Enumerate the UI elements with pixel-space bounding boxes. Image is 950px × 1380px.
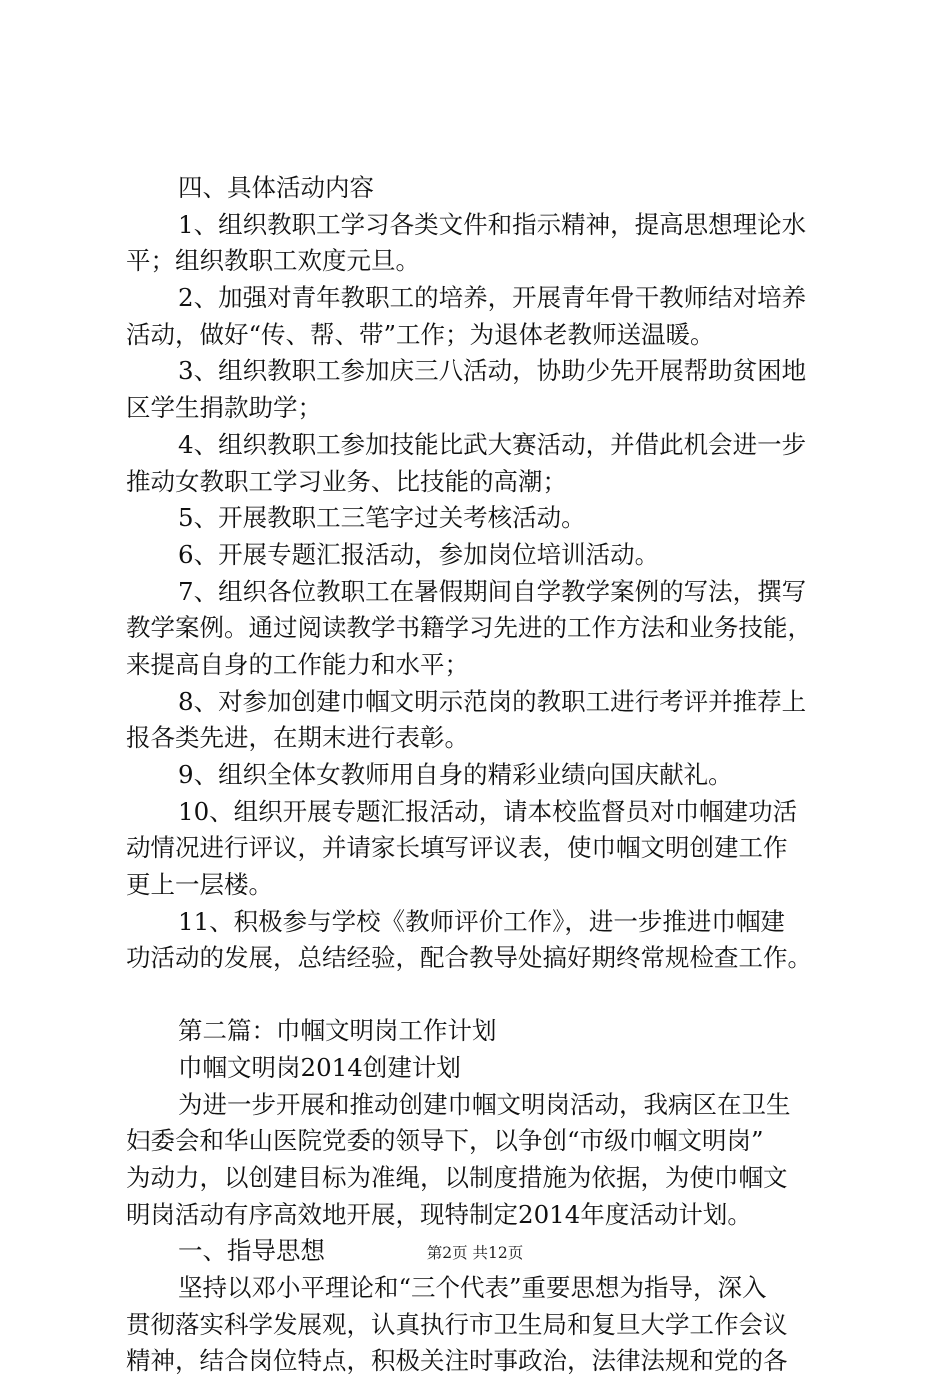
list-item-line: 2、加强对青年教职工的培养，开展青年骨干教师结对培养 <box>178 283 807 313</box>
intro-line: 明岗活动有序高效地开展，现特制定2014年度活动计划。 <box>126 1199 752 1229</box>
section-heading: 一、指导思想 <box>178 1236 325 1266</box>
list-item-line: 5、开展教职工三笔字过关考核活动。 <box>178 503 586 533</box>
list-item-line: 7、组织各位教职工在暑假期间自学教学案例的写法，撰写 <box>178 576 807 606</box>
part-title: 第二篇：巾帼文明岗工作计划 <box>178 1016 497 1046</box>
list-item-line: 活动，做好“传、帮、带”工作；为退体老教师送温暖。 <box>126 319 715 349</box>
list-item-line: 10、组织开展专题汇报活动，请本校监督员对巾帼建功活 <box>178 796 798 826</box>
list-item-line: 来提高自身的工作能力和水平； <box>126 649 469 679</box>
part-subtitle: 巾帼文明岗2014创建计划 <box>178 1052 461 1082</box>
list-item-line: 平；组织教职工欢度元旦。 <box>126 246 420 276</box>
list-item-line: 11、积极参与学校《教师评价工作》，进一步推进巾帼建 <box>178 906 785 936</box>
body-line: 坚持以邓小平理论和“三个代表”重要思想为指导，深入 <box>178 1272 767 1302</box>
list-item-line: 8、对参加创建巾帼文明示范岗的教职工进行考评并推荐上 <box>178 686 807 716</box>
intro-line: 为动力，以创建目标为准绳，以制度措施为依据，为使巾帼文 <box>126 1162 788 1192</box>
document-body <box>126 170 836 1380</box>
list-item-line: 9、组织全体女教师用自身的精彩业绩向国庆献礼。 <box>178 760 733 789</box>
section-heading: 四、具体活动内容 <box>178 173 374 202</box>
list-item-line: 区学生捐款助学； <box>126 393 322 423</box>
list-item-line: 教学案例。通过阅读教学书籍学习先进的工作方法和业务技能， <box>126 613 812 643</box>
list-item-line: 动情况进行评议，并请家长填写评议表，使巾帼文明创建工作 <box>126 833 788 863</box>
body-line: 精神，结合岗位特点，积极关注时事政治，法律法规和党的各 <box>126 1346 788 1376</box>
list-item-line: 功活动的发展，总结经验，配合教导处搞好期终常规检查工作。 <box>126 943 812 973</box>
list-item-line: 报各类先进，在期末进行表彰。 <box>126 723 469 753</box>
intro-line: 为进一步开展和推动创建巾帼文明岗活动，我病区在卫生 <box>178 1089 791 1119</box>
list-item-line: 3、组织教职工参加庆三八活动，协助少先开展帮助贫困地 <box>178 356 807 386</box>
list-item-line: 4、组织教职工参加技能比武大赛活动，并借此机会进一步 <box>178 429 807 459</box>
list-item-line: 推动女教职工学习业务、比技能的高潮； <box>126 466 567 496</box>
page-footer: 第2页 共12页 <box>426 1244 524 1262</box>
list-item-line: 更上一层楼。 <box>126 870 273 900</box>
list-item-line: 1、组织教职工学习各类文件和指示精神，提高思想理论水 <box>178 209 807 239</box>
paragraph-gap <box>126 977 836 1013</box>
intro-line: 妇委会和华山医院党委的领导下，以争创“市级巾帼文明岗” <box>126 1126 764 1156</box>
list-item-line: 6、开展专题汇报活动，参加岗位培训活动。 <box>178 539 660 569</box>
body-line: 贯彻落实科学发展观，认真执行市卫生局和复旦大学工作会议 <box>126 1309 788 1339</box>
